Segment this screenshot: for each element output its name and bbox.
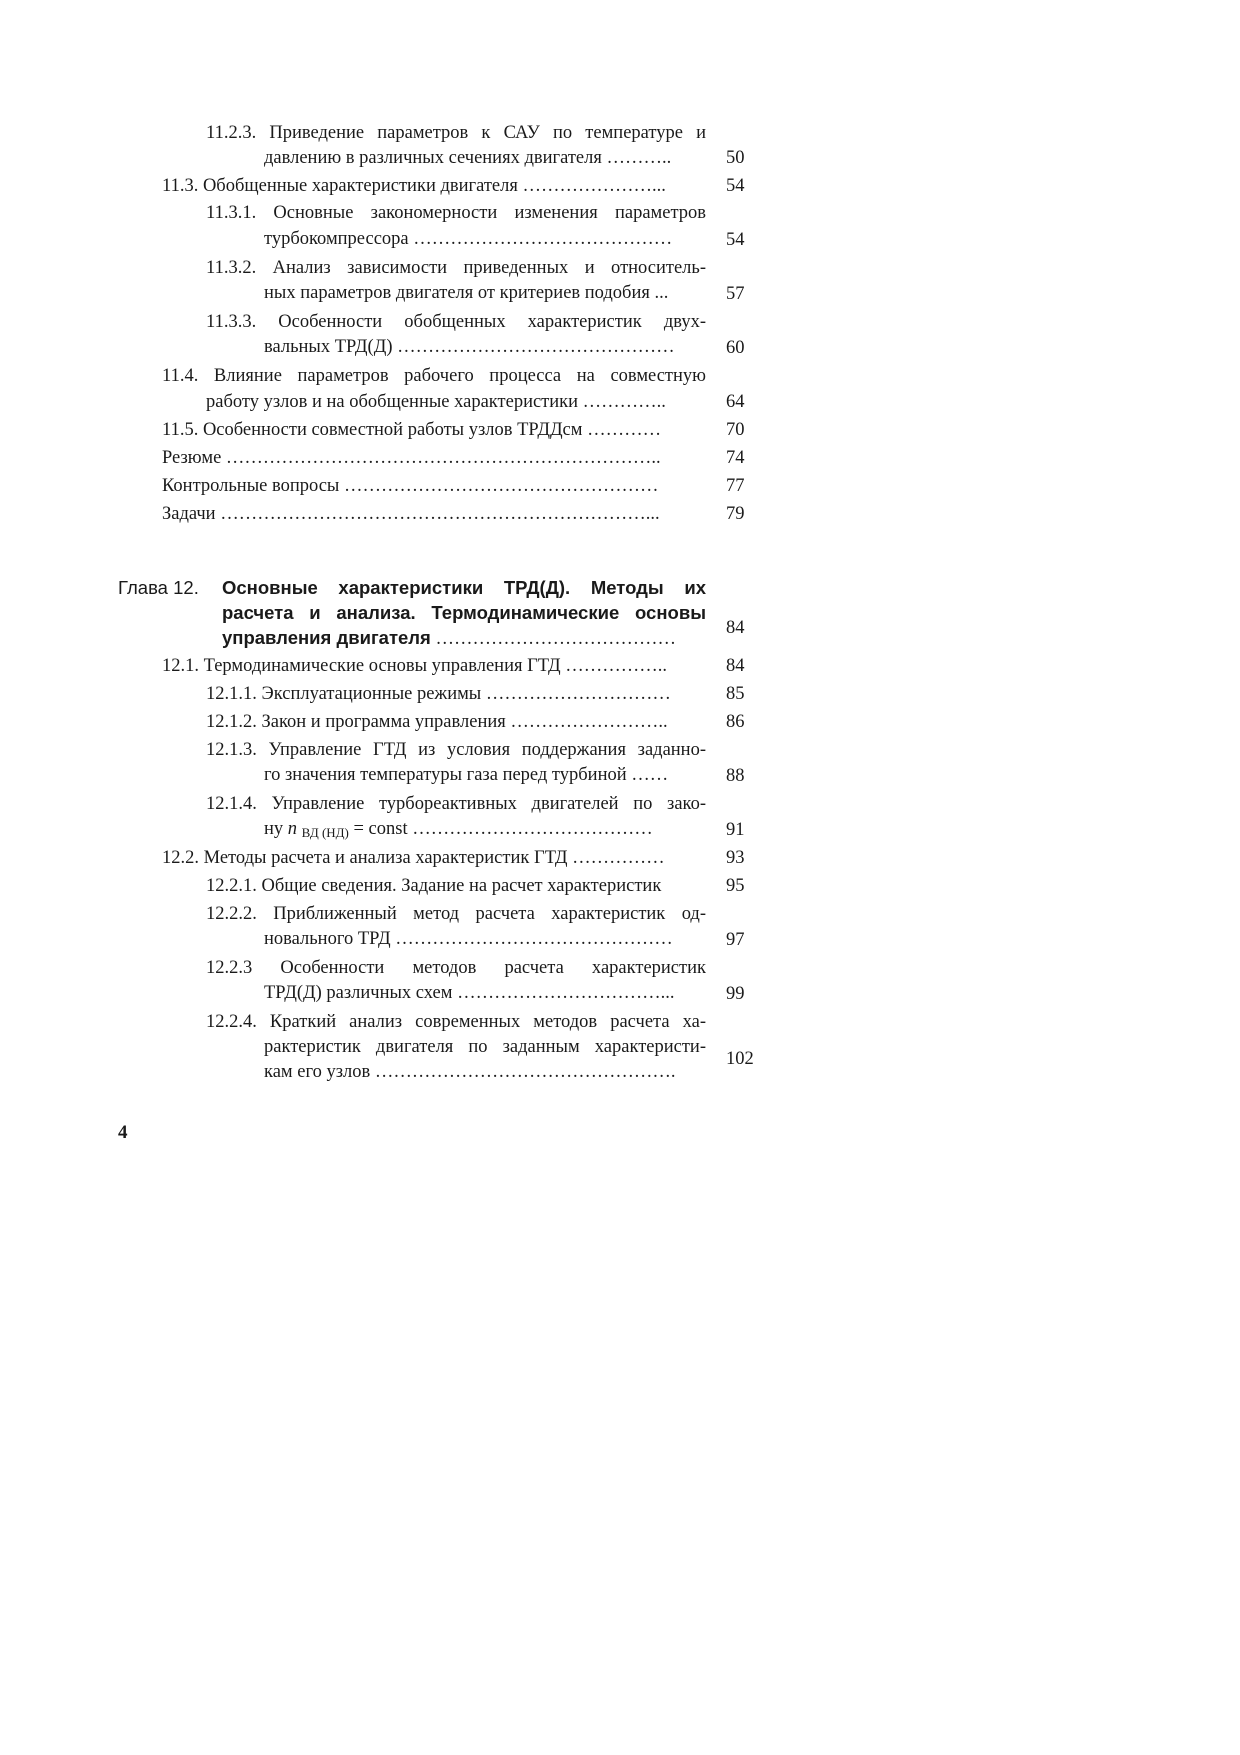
toc-entry-12-1-4-line2: ну n $_{ВД (НД)}$ = const …………………………………: [264, 819, 653, 840]
toc-entry-12-2-4-line3: кам его узлов ………………………………………….: [264, 1062, 676, 1082]
toc-entry-questions: Контрольные вопросы ……………………………………………: [162, 476, 659, 496]
toc-page-12-1-4: 91: [726, 820, 745, 840]
toc-entry-11-3-2-line2: ных параметров двигателя от критериев подобия ...: [264, 283, 669, 303]
toc-page-12-2: 93: [726, 848, 745, 868]
toc-entry-summary: Резюме ……………………………………………………………..: [162, 448, 661, 468]
toc-entry-12-2-4-line2: рактеристик двигателя по заданным характеристи-: [264, 1037, 706, 1057]
toc-entry-12-2-3-line1: 12.2.3 Особенности методов расчета характеристик: [206, 958, 706, 978]
toc-entry-11-3-3-line2: вальных ТРД(Д) ………………………………………: [264, 337, 675, 357]
toc-page-tasks: 79: [726, 504, 745, 524]
toc-entry-12-1: 12.1. Термодинамические основы управления ГТД ……………..: [162, 656, 667, 676]
toc-page-summary: 74: [726, 448, 745, 468]
toc-entry-12-2-2-line1: 12.2.2. Приближенный метод расчета характеристик од-: [206, 904, 706, 924]
toc-page-12-1: 84: [726, 656, 745, 676]
toc-entry-tasks: Задачи ……………………………………………………………...: [162, 504, 660, 524]
toc-entry-12-2-4-line1: 12.2.4. Краткий анализ современных методов расчета ха-: [206, 1012, 706, 1032]
chapter-12-prefix: Глава 12.: [118, 577, 199, 598]
toc-entry-11-3-3-line1: 11.3.3. Особенности обобщенных характеристик двух-: [206, 312, 706, 332]
toc-page-11-3-1: 54: [726, 230, 745, 250]
toc-entry-11-2-3-line2: давлению в различных сечениях двигателя ………..: [264, 148, 672, 168]
chapter-12-title-line2: расчета и анализа. Термодинамические основы: [222, 602, 706, 623]
page-number: 4: [118, 1122, 128, 1143]
chapter-12-title-line3: управления двигателя …………………………………: [222, 627, 676, 649]
toc-page-12-2-2: 97: [726, 930, 745, 950]
toc-page-12-1-1: 85: [726, 684, 745, 704]
toc-entry-11-3-2-line1: 11.3.2. Анализ зависимости приведенных и относитель-: [206, 258, 706, 278]
toc-page-12-1-2: 86: [726, 712, 745, 732]
toc-entry-12-1-1: 12.1.1. Эксплуатационные режимы …………………………: [206, 684, 671, 704]
toc-entry-12-1-3-line2: го значения температуры газа перед турбиной ……: [264, 765, 669, 785]
toc-page-12-2-1: 95: [726, 876, 745, 896]
toc-page-questions: 77: [726, 476, 745, 496]
chapter-12-title-line1: Основные характеристики ТРД(Д). Методы их: [222, 577, 706, 598]
toc-page-11-4: 64: [726, 392, 745, 412]
toc-page-11-2-3: 50: [726, 148, 745, 168]
toc-entry-12-2-1: 12.2.1. Общие сведения. Задание на расчет характеристик: [206, 876, 662, 896]
toc-entry-11-3-1-line2: турбокомпрессора ……………………………………: [264, 229, 673, 249]
toc-page-12-2-4: 102: [726, 1049, 754, 1069]
toc-page-chapter-12: 84: [726, 618, 745, 638]
toc-page-12-2-3: 99: [726, 984, 745, 1004]
toc-entry-12-2: 12.2. Методы расчета и анализа характеристик ГТД ……………: [162, 848, 665, 868]
toc-entry-11-2-3-line1: 11.2.3. Приведение параметров к САУ по температуре и: [206, 123, 706, 143]
toc-page-11-3-3: 60: [726, 338, 745, 358]
toc-entry-11-3: 11.3. Обобщенные характеристики двигателя …………………...: [162, 176, 666, 196]
toc-entry-11-5: 11.5. Особенности совместной работы узлов ТРДДсм …………: [162, 420, 662, 440]
toc-entry-11-4-line2: работу узлов и на обобщенные характеристики …………..: [206, 392, 666, 412]
toc-page-11-5: 70: [726, 420, 745, 440]
toc-page-11-3: 54: [726, 176, 745, 196]
toc-entry-12-2-3-line2: ТРД(Д) различных схем ……………………………...: [264, 983, 675, 1003]
toc-entry-12-2-2-line2: новального ТРД ………………………………………: [264, 929, 673, 949]
toc-entry-11-4-line1: 11.4. Влияние параметров рабочего процесса на совместную: [162, 366, 706, 386]
toc-entry-11-3-1-line1: 11.3.1. Основные закономерности изменения параметров: [206, 203, 706, 223]
toc-entry-12-1-3-line1: 12.1.3. Управление ГТД из условия поддержания заданно-: [206, 740, 706, 760]
toc-page-12-1-3: 88: [726, 766, 745, 786]
toc-entry-12-1-2: 12.1.2. Закон и программа управления ……………………..: [206, 712, 668, 732]
toc-entry-12-1-4-line1: 12.1.4. Управление турбореактивных двигателей по зако-: [206, 794, 706, 814]
toc-page-11-3-2: 57: [726, 284, 745, 304]
